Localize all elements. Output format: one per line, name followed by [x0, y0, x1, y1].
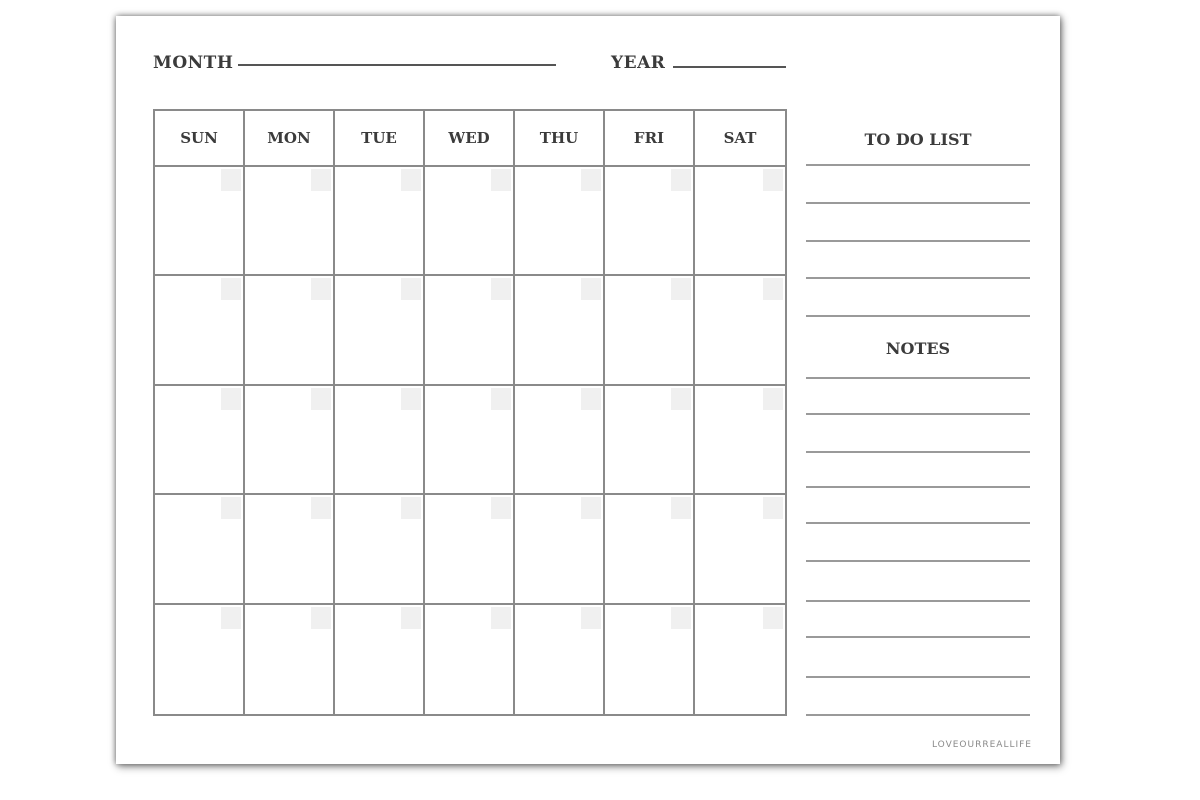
- day-cell[interactable]: [245, 386, 335, 495]
- day-cell[interactable]: [155, 605, 245, 714]
- date-number-box[interactable]: [311, 169, 331, 191]
- day-cell[interactable]: [605, 276, 695, 385]
- day-cell[interactable]: [155, 167, 245, 276]
- day-header-thu: THU: [515, 111, 605, 167]
- year-label: YEAR: [611, 53, 666, 73]
- date-number-box[interactable]: [581, 278, 601, 300]
- date-number-box[interactable]: [401, 607, 421, 629]
- day-cell[interactable]: [245, 276, 335, 385]
- day-header-fri: FRI: [605, 111, 695, 167]
- date-number-box[interactable]: [763, 169, 783, 191]
- date-number-box[interactable]: [401, 278, 421, 300]
- day-header-mon: MON: [245, 111, 335, 167]
- notes-title: NOTES: [885, 339, 951, 358]
- todo-list-title: TO DO LIST: [864, 130, 972, 149]
- date-number-box[interactable]: [221, 169, 241, 191]
- date-number-box[interactable]: [491, 278, 511, 300]
- day-cell[interactable]: [605, 495, 695, 604]
- notes-line[interactable]: [806, 413, 1030, 415]
- date-number-box[interactable]: [221, 607, 241, 629]
- notes-line[interactable]: [806, 522, 1030, 524]
- date-number-box[interactable]: [671, 388, 691, 410]
- notes-line[interactable]: [806, 451, 1030, 453]
- day-header-wed: WED: [425, 111, 515, 167]
- day-cell[interactable]: [335, 495, 425, 604]
- day-cell[interactable]: [605, 605, 695, 714]
- day-cell[interactable]: [335, 276, 425, 385]
- notes-line[interactable]: [806, 560, 1030, 562]
- date-number-box[interactable]: [763, 607, 783, 629]
- date-number-box[interactable]: [491, 497, 511, 519]
- day-cell[interactable]: [515, 386, 605, 495]
- day-cell[interactable]: [335, 167, 425, 276]
- notes-line[interactable]: [806, 377, 1030, 379]
- date-number-box[interactable]: [491, 607, 511, 629]
- date-number-box[interactable]: [401, 388, 421, 410]
- todo-line[interactable]: [806, 164, 1030, 166]
- calendar-sheet: [116, 16, 1060, 764]
- day-header-sun: SUN: [155, 111, 245, 167]
- date-number-box[interactable]: [581, 607, 601, 629]
- day-cell[interactable]: [695, 167, 785, 276]
- notes-line[interactable]: [806, 714, 1030, 716]
- day-cell[interactable]: [695, 495, 785, 604]
- date-number-box[interactable]: [311, 497, 331, 519]
- date-number-box[interactable]: [763, 278, 783, 300]
- day-cell[interactable]: [245, 495, 335, 604]
- month-write-line[interactable]: [238, 64, 556, 66]
- date-number-box[interactable]: [671, 497, 691, 519]
- date-number-box[interactable]: [671, 278, 691, 300]
- date-number-box[interactable]: [311, 388, 331, 410]
- day-cell[interactable]: [695, 276, 785, 385]
- year-write-line[interactable]: [673, 66, 786, 68]
- todo-line[interactable]: [806, 240, 1030, 242]
- day-cell[interactable]: [515, 495, 605, 604]
- todo-line[interactable]: [806, 202, 1030, 204]
- notes-line[interactable]: [806, 636, 1030, 638]
- date-number-box[interactable]: [763, 388, 783, 410]
- date-number-box[interactable]: [763, 497, 783, 519]
- date-number-box[interactable]: [401, 169, 421, 191]
- date-number-box[interactable]: [221, 388, 241, 410]
- day-cell[interactable]: [605, 386, 695, 495]
- brand-watermark: LOVEOURREALLIFE: [931, 740, 1032, 750]
- day-cell[interactable]: [335, 386, 425, 495]
- date-number-box[interactable]: [581, 497, 601, 519]
- date-number-box[interactable]: [221, 497, 241, 519]
- notes-line[interactable]: [806, 600, 1030, 602]
- day-cell[interactable]: [695, 605, 785, 714]
- month-label: MONTH: [153, 53, 234, 73]
- day-cell[interactable]: [335, 605, 425, 714]
- todo-line[interactable]: [806, 315, 1030, 317]
- day-cell[interactable]: [695, 386, 785, 495]
- date-number-box[interactable]: [491, 169, 511, 191]
- day-cell[interactable]: [155, 386, 245, 495]
- date-number-box[interactable]: [671, 169, 691, 191]
- day-cell[interactable]: [425, 167, 515, 276]
- date-number-box[interactable]: [581, 388, 601, 410]
- day-cell[interactable]: [515, 276, 605, 385]
- day-cell[interactable]: [425, 386, 515, 495]
- date-number-box[interactable]: [401, 497, 421, 519]
- day-cell[interactable]: [155, 276, 245, 385]
- day-cell[interactable]: [425, 276, 515, 385]
- date-number-box[interactable]: [311, 278, 331, 300]
- date-number-box[interactable]: [671, 607, 691, 629]
- day-header-tue: TUE: [335, 111, 425, 167]
- day-cell[interactable]: [245, 605, 335, 714]
- notes-line[interactable]: [806, 486, 1030, 488]
- day-cell[interactable]: [245, 167, 335, 276]
- calendar-grid: [153, 109, 787, 716]
- date-number-box[interactable]: [311, 607, 331, 629]
- day-cell[interactable]: [155, 495, 245, 604]
- day-cell[interactable]: [515, 167, 605, 276]
- date-number-box[interactable]: [581, 169, 601, 191]
- day-cell[interactable]: [425, 495, 515, 604]
- date-number-box[interactable]: [491, 388, 511, 410]
- todo-line[interactable]: [806, 277, 1030, 279]
- date-number-box[interactable]: [221, 278, 241, 300]
- notes-line[interactable]: [806, 676, 1030, 678]
- day-header-sat: SAT: [695, 111, 785, 167]
- day-cell[interactable]: [425, 605, 515, 714]
- day-cell[interactable]: [515, 605, 605, 714]
- day-cell[interactable]: [605, 167, 695, 276]
